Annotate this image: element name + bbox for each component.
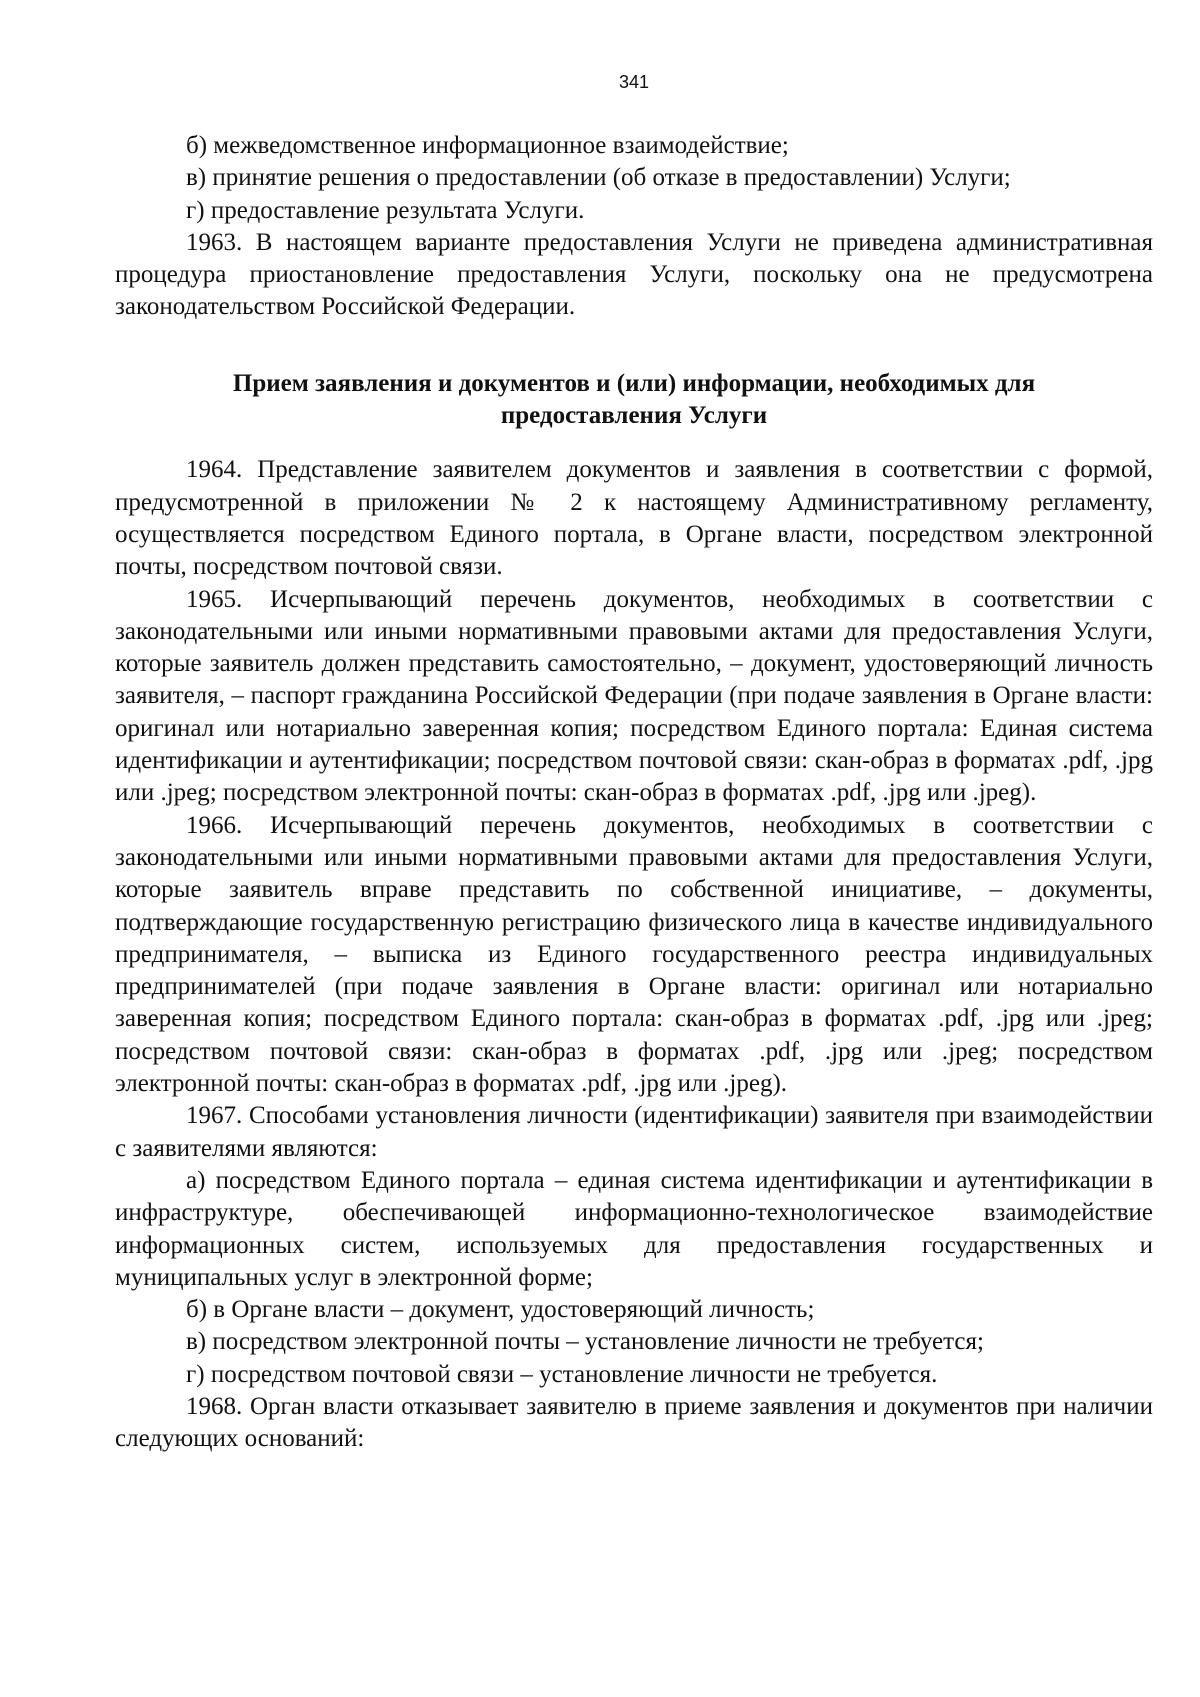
paragraph-1965: 1965. Исчерпывающий перечень документов, необходимых в соответствии с законодательными или иными нормативными правовыми актами для предоставления Услуги, которые заявитель должен представить самостоятельно, – документ, удостоверяющий личность заявителя, – паспорт гражданина Российской Федерации (при подаче заявления в Органе власти: оригинал или нотариально заверенная копия; посредством Единого портала: Единая система идентификации и аутентификации; посредством почтовой связи: скан-образ в форматах .pdf, .jpg или .jpeg; посредством электронной почты: скан-образ в форматах .pdf, .jpg или .jpeg). (115, 585, 1153, 807)
paragraph-1966: 1966. Исчерпывающий перечень документов, необходимых в соответствии с законодательными или иными нормативными правовыми актами для предоставления Услуги, которые заявитель вправе представить по собственной инициативе, – документы, подтверждающие государственную регистрацию физического лица в качестве индивидуального предпринимателя, – выписка из Единого государственного реестра индивидуальных предпринимателей (при подаче заявления в Органе власти: оригинал или нотариально заверенная копия; посредством Единого портала: скан-образ в форматах .pdf, .jpg или .jpeg; посредством почтовой связи: скан-образ в форматах .pdf, .jpg или .jpeg; посредством электронной почты: скан-образ в форматах .pdf, .jpg или .jpeg). (115, 811, 1153, 1098)
section-heading (115, 368, 1153, 433)
paragraph-1967: 1967. Способами установления личности (идентификации) заявителя при взаимодействии с заявителями являются: (115, 1102, 1153, 1162)
paragraph-1963: 1963. В настоящем варианте предоставления Услуги не приведена административная процедура приостановление предоставления Услуги, поскольку она не предусмотрена законодательством Российской Федерации. (115, 228, 1153, 321)
document-body (115, 130, 1153, 1456)
list-item-g: г) предоставление результата Услуги. (186, 196, 585, 224)
list-item-v: в) принятие решения о предоставлении (об отказе в предоставлении) Услуги; (186, 164, 1011, 192)
list-item-v-2: в) посредством электронной почты – установление личности не требуется; (186, 1328, 984, 1356)
list-item-b-2: б) в Органе власти – документ, удостоверяющий личность; (186, 1296, 815, 1324)
section-heading-line-1: Прием заявления и документов и (или) информации, необходимых для (232, 369, 1036, 397)
page-number: 341 (618, 72, 650, 92)
paragraph-1968: 1968. Орган власти отказывает заявителю в приеме заявления и документов при наличии следующих оснований: (115, 1392, 1153, 1453)
list-item-g-2: г) посредством почтовой связи – установление личности не требуется. (186, 1360, 938, 1388)
paragraph-1964: 1964. Представление заявителем документов и заявления в соответствии с формой, предусмотренной в приложении № 2 к настоящему Административному регламенту, осуществляется посредством Единого портала, в Органе власти, посредством электронной почты, посредством почтовой связи. (115, 456, 1153, 581)
list-item-a: а) посредством Единого портала – единая система идентификации и аутентификации в инфраструктуре, обеспечивающей информационно-технологическое взаимодействие информационных систем, используемых для предоставления государственных и муниципальных услуг в электронной форме; (115, 1166, 1153, 1291)
section-heading-line-2: предоставления Услуги (500, 402, 768, 430)
list-item-b: б) межведомственное информационное взаимодействие; (186, 132, 789, 159)
